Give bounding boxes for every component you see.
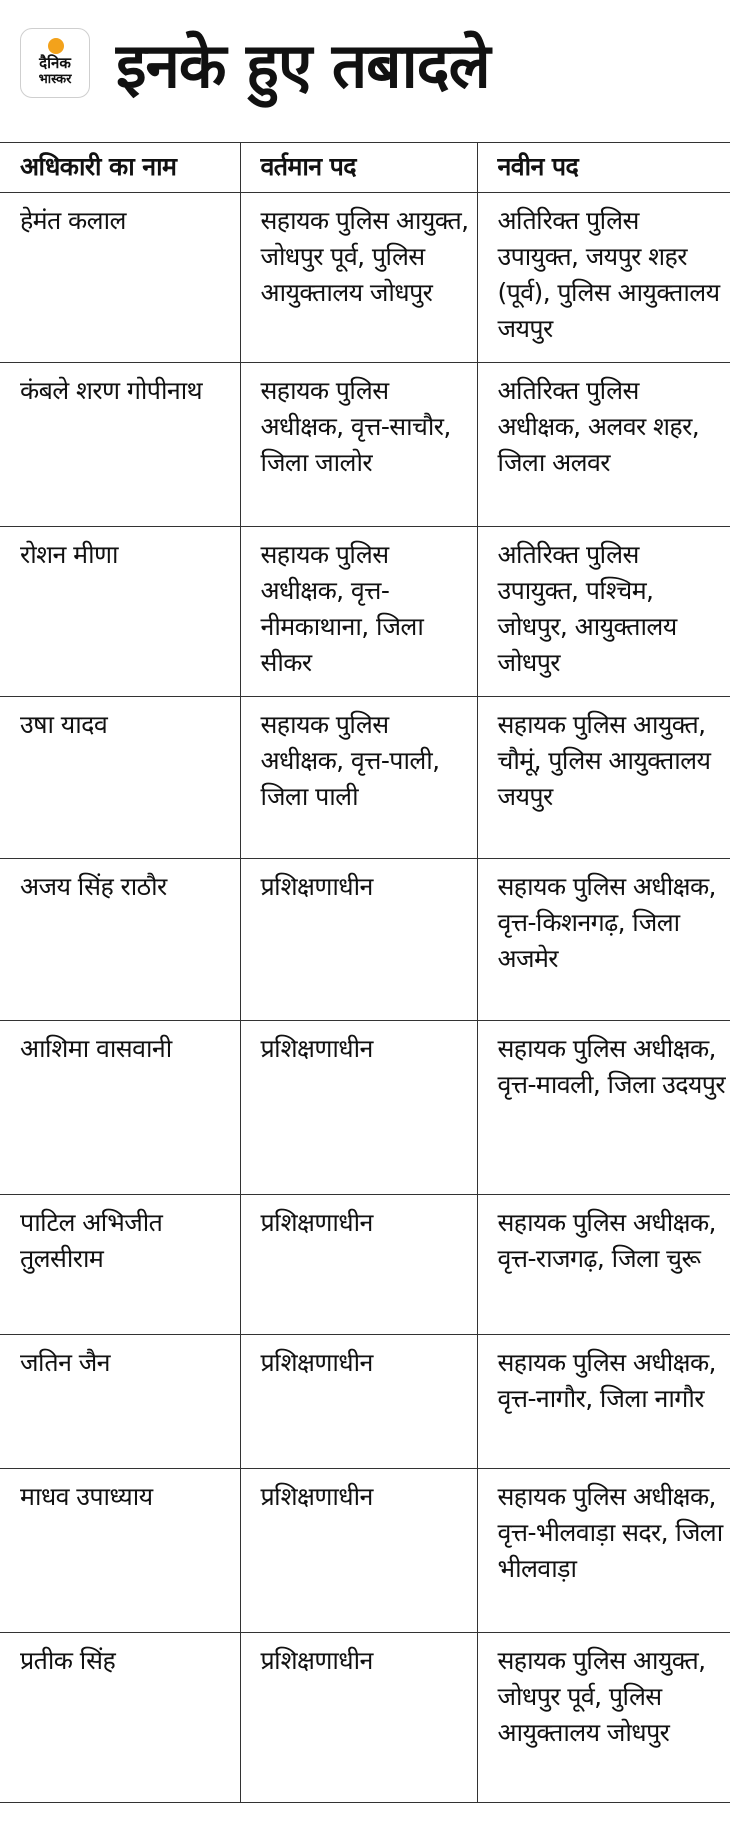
header-new-post: नवीन पद: [477, 143, 730, 193]
table-row: [0, 1195, 730, 1335]
officer-name: प्रतीक सिंह: [0, 1633, 240, 1803]
header: [0, 0, 730, 142]
new-post: अतिरिक्त पुलिस अधीक्षक, अलवर शहर, जिला अलवर: [477, 363, 730, 527]
table-row: [0, 1335, 730, 1469]
officer-name: आशिमा वासवानी: [0, 1021, 240, 1195]
current-post: प्रशिक्षणाधीन: [240, 1633, 477, 1803]
officer-name: पाटिल अभिजीत तुलसीराम: [0, 1195, 240, 1335]
new-post: सहायक पुलिस आयुक्त, जोधपुर पूर्व, पुलिस आयुक्तालय जोधपुर: [477, 1633, 730, 1803]
current-post: प्रशिक्षणाधीन: [240, 1021, 477, 1195]
new-post: सहायक पुलिस अधीक्षक, वृत्त-मावली, जिला उदयपुर: [477, 1021, 730, 1195]
table-row: [0, 527, 730, 697]
officer-name: अजय सिंह राठौर: [0, 859, 240, 1021]
dainik-bhaskar-logo: [20, 28, 90, 98]
new-post: सहायक पुलिस अधीक्षक, वृत्त-नागौर, जिला नागौर: [477, 1335, 730, 1469]
table-row: [0, 1469, 730, 1633]
header-current-post: वर्तमान पद: [240, 143, 477, 193]
current-post: सहायक पुलिस आयुक्त, जोधपुर पूर्व, पुलिस आयुक्तालय जोधपुर: [240, 193, 477, 363]
table-row: [0, 363, 730, 527]
new-post: अतिरिक्त पुलिस उपायुक्त, पश्चिम, जोधपुर, आयुक्तालय जोधपुर: [477, 527, 730, 697]
officer-name: हेमंत कलाल: [0, 193, 240, 363]
table-row: [0, 697, 730, 859]
current-post: प्रशिक्षणाधीन: [240, 1195, 477, 1335]
sun-icon: [48, 38, 64, 54]
header-officer-name: अधिकारी का नाम: [0, 143, 240, 193]
current-post: सहायक पुलिस अधीक्षक, वृत्त-नीमकाथाना, जिला सीकर: [240, 527, 477, 697]
officer-name: कंबले शरण गोपीनाथ: [0, 363, 240, 527]
officer-name: माधव उपाध्याय: [0, 1469, 240, 1633]
table-row: [0, 1633, 730, 1803]
new-post: सहायक पुलिस अधीक्षक, वृत्त-किशनगढ़, जिला अजमेर: [477, 859, 730, 1021]
current-post: सहायक पुलिस अधीक्षक, वृत्त-साचौर, जिला जालोर: [240, 363, 477, 527]
transfer-table: [0, 142, 730, 1803]
officer-name: उषा यादव: [0, 697, 240, 859]
table-header-row: [0, 143, 730, 193]
table-row: [0, 1021, 730, 1195]
officer-name: रोशन मीणा: [0, 527, 240, 697]
officer-name: जतिन जैन: [0, 1335, 240, 1469]
new-post: सहायक पुलिस आयुक्त, चौमूं, पुलिस आयुक्तालय जयपुर: [477, 697, 730, 859]
current-post: प्रशिक्षणाधीन: [240, 1469, 477, 1633]
logo-line-1: दैनिक: [39, 54, 71, 72]
table-row: [0, 859, 730, 1021]
new-post: सहायक पुलिस अधीक्षक, वृत्त-राजगढ़, जिला चुरू: [477, 1195, 730, 1335]
current-post: सहायक पुलिस अधीक्षक, वृत्त-पाली, जिला पाली: [240, 697, 477, 859]
new-post: अतिरिक्त पुलिस उपायुक्त, जयपुर शहर (पूर्व), पुलिस आयुक्तालय जयपुर: [477, 193, 730, 363]
new-post: सहायक पुलिस अधीक्षक, वृत्त-भीलवाड़ा सदर, जिला भीलवाड़ा: [477, 1469, 730, 1633]
current-post: प्रशिक्षणाधीन: [240, 1335, 477, 1469]
current-post: प्रशिक्षणाधीन: [240, 859, 477, 1021]
logo-line-2: भास्कर: [38, 72, 72, 87]
table-row: [0, 193, 730, 363]
page-title: इनके हुए तबादले: [116, 29, 490, 102]
